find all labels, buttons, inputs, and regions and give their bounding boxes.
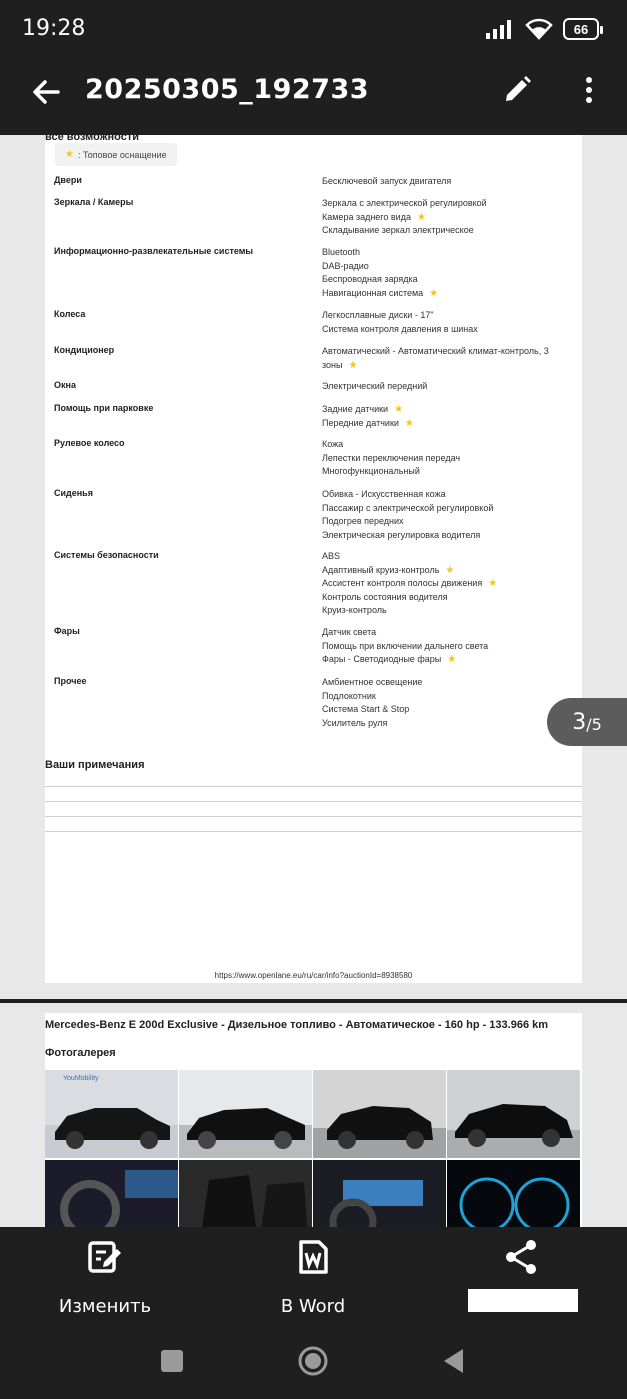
star-icon: ★ — [447, 654, 457, 665]
feature-value — [322, 564, 577, 578]
page-indicator — [547, 698, 627, 746]
star-icon: ★ — [65, 149, 74, 160]
feature-value-text: Обивка - Искусственная кожа — [322, 489, 446, 499]
feature-value — [322, 260, 577, 274]
feature-value — [322, 452, 577, 466]
gallery-photo — [179, 1070, 312, 1158]
feature-category: Двери — [54, 175, 82, 185]
gallery-photo — [45, 1160, 178, 1227]
legend-badge — [55, 143, 177, 166]
feature-value-text: Беспроводная зарядка — [322, 274, 418, 284]
feature-value-text: DAB-радио — [322, 260, 369, 271]
feature-category: Помощь при парковке — [54, 403, 154, 413]
document-viewer[interactable] — [0, 135, 627, 1227]
feature-values — [322, 626, 577, 667]
word-action-button[interactable] — [213, 1239, 413, 1317]
section-title: все возможности — [45, 135, 140, 143]
feature-value — [322, 323, 577, 337]
feature-value — [322, 345, 577, 359]
feature-values — [322, 550, 577, 618]
gallery-photo — [447, 1160, 580, 1227]
feature-value — [322, 717, 577, 731]
back-triangle-icon[interactable] — [438, 1345, 470, 1377]
feature-value — [322, 417, 577, 431]
feature-value — [322, 703, 577, 717]
home-icon[interactable] — [297, 1345, 329, 1377]
feature-value-text: Передние датчики — [322, 417, 399, 428]
feature-values — [322, 488, 577, 542]
feature-value-text: Камера заднего вида — [322, 211, 411, 222]
feature-value-text: Электрическая регулировка водителя — [322, 529, 481, 540]
gallery-photo — [45, 1070, 178, 1158]
gallery-title: Фотогалерея — [45, 1047, 116, 1059]
signal-icon — [485, 19, 515, 39]
feature-value-text: Круиз-контроль — [322, 605, 387, 615]
document-page-4 — [45, 1013, 582, 1227]
star-icon: ★ — [488, 578, 498, 589]
feature-values — [322, 309, 577, 336]
file-title: 20250305_192733 — [85, 74, 370, 105]
feature-values — [322, 403, 577, 430]
feature-value — [322, 676, 577, 690]
feature-category: Окна — [54, 380, 76, 390]
edit-action-button[interactable] — [5, 1239, 205, 1317]
feature-values — [322, 175, 577, 189]
battery-icon: 66 — [563, 18, 599, 40]
feature-value-text: Датчик света — [322, 627, 377, 637]
feature-value-text: Адаптивный круиз-контроль — [322, 564, 440, 575]
feature-value — [322, 380, 577, 394]
feature-category: Рулевое колесо — [54, 438, 125, 448]
feature-value-text: Многофункциональный — [322, 466, 420, 476]
wifi-icon — [525, 18, 553, 40]
feature-value — [322, 175, 577, 189]
star-icon: ★ — [394, 404, 404, 415]
status-bar — [0, 0, 627, 60]
pencil-icon[interactable] — [501, 74, 533, 106]
feature-value-text: Задние датчики — [322, 404, 389, 414]
feature-value-text: Зеркала с электрической регулировкой — [322, 198, 487, 208]
feature-category: Системы безопасности — [54, 550, 159, 560]
page-url: https://www.openlane.eu/ru/car/info?auctionId=8938580 — [214, 971, 413, 980]
feature-value-text: Амбиентное освещение — [322, 677, 423, 687]
star-icon: ★ — [429, 287, 439, 299]
redacted-label — [468, 1289, 578, 1312]
car-title: Mercedes-Benz E 200d Exclusive - Дизельное топливо - Автоматическое - 160 hp - 133.966 km — [45, 1019, 549, 1031]
status-time: 19:28 — [22, 16, 86, 41]
feature-value — [322, 287, 577, 301]
feature-value-text: Электрический передний — [322, 381, 428, 391]
feature-value-text: Автоматический - Автоматический климат-контроль, 3 — [322, 346, 549, 356]
feature-value — [322, 224, 577, 238]
gallery-photo — [179, 1160, 312, 1227]
notes-line — [45, 816, 582, 817]
feature-values — [322, 345, 577, 372]
feature-category: Фары — [54, 626, 80, 636]
feature-value-text: Навигационная система — [322, 287, 424, 298]
feature-value-text: Подлокотник — [322, 690, 376, 701]
feature-value-text: Контроль состояния водителя — [322, 591, 448, 602]
watermark: YouMobility — [63, 1075, 99, 1082]
feature-value-text: Подогрев передних — [322, 516, 404, 526]
share-action-button[interactable] — [421, 1239, 621, 1280]
notes-line — [45, 831, 582, 832]
feature-value — [322, 246, 577, 260]
feature-value — [322, 488, 577, 502]
feature-value-text: ABS — [322, 551, 341, 561]
gallery-photo — [447, 1070, 580, 1158]
feature-values — [322, 197, 577, 238]
feature-value-text: Bluetooth — [322, 247, 361, 257]
feature-value — [322, 529, 577, 543]
document-page-3 — [45, 135, 582, 983]
feature-value-text: Пассажир с электрической регулировкой — [322, 502, 494, 513]
feature-value-text: Ассистент контроля полосы движения — [322, 578, 483, 588]
feature-value-text: Лепестки переключения передач — [322, 452, 461, 463]
feature-value — [322, 309, 577, 323]
feature-value-text: Фары - Светодиодные фары — [322, 654, 442, 664]
feature-value-text: Легкосплавные диски - 17" — [322, 310, 434, 320]
feature-category: Зеркала / Камеры — [54, 197, 134, 207]
feature-category: Информационно-развлекательные системы — [54, 246, 254, 256]
feature-value-text: Система контроля давления в шинах — [322, 323, 478, 334]
feature-value — [322, 403, 577, 417]
feature-value-text: Помощь при включении дальнего света — [322, 640, 489, 651]
feature-value — [322, 515, 577, 529]
feature-value — [322, 653, 577, 667]
feature-values — [322, 676, 577, 730]
feature-values — [322, 380, 577, 394]
notes-title: Ваши примечания — [45, 759, 145, 771]
feature-value — [322, 465, 577, 479]
system-navigation-bar — [0, 1327, 627, 1399]
share-icon — [503, 1239, 539, 1275]
feature-value — [322, 550, 577, 564]
star-icon: ★ — [445, 564, 455, 576]
feature-value — [322, 604, 577, 618]
feature-category: Кондиционер — [54, 345, 115, 355]
back-arrow-icon[interactable] — [28, 74, 64, 110]
gallery-photo — [313, 1160, 446, 1227]
edit-note-icon — [87, 1239, 123, 1275]
feature-values — [322, 246, 577, 300]
page-current: 3 — [572, 709, 587, 735]
feature-value-text: зоны — [322, 359, 343, 370]
status-icons — [485, 18, 599, 40]
feature-values — [322, 438, 577, 479]
more-vertical-icon[interactable] — [583, 74, 595, 106]
star-icon: ★ — [348, 359, 358, 371]
edit-action-label: Изменить — [58, 1296, 152, 1317]
word-action-label: В Word — [280, 1296, 346, 1317]
notes-line — [45, 786, 582, 787]
recents-icon[interactable] — [156, 1345, 188, 1377]
feature-value — [322, 211, 577, 225]
feature-value — [322, 577, 577, 591]
feature-value — [322, 690, 577, 704]
feature-value — [322, 502, 577, 516]
feature-value — [322, 591, 577, 605]
page-separator — [0, 999, 627, 1003]
feature-value-text: Усилитель руля — [322, 717, 388, 728]
app-bar — [0, 60, 627, 135]
feature-category: Колеса — [54, 309, 86, 319]
feature-value — [322, 359, 577, 373]
feature-category: Сиденья — [54, 488, 93, 498]
feature-value-text: Бесключевой запуск двигателя — [322, 176, 452, 186]
feature-value — [322, 438, 577, 452]
gallery-photo — [313, 1070, 446, 1158]
feature-value-text: Система Start & Stop — [322, 704, 410, 714]
bottom-action-bar — [0, 1227, 627, 1327]
feature-value — [322, 640, 577, 654]
word-file-icon — [295, 1239, 331, 1275]
notes-line — [45, 801, 582, 802]
star-icon: ★ — [416, 211, 426, 223]
feature-value — [322, 273, 577, 287]
legend-label: : Топовое оснащение — [77, 149, 167, 160]
page-total: /5 — [586, 714, 602, 734]
feature-value-text: Складывание зеркал электрическое — [322, 225, 474, 235]
star-icon: ★ — [404, 417, 414, 429]
feature-value — [322, 626, 577, 640]
feature-category: Прочее — [54, 676, 87, 686]
feature-value-text: Кожа — [322, 439, 344, 449]
feature-value — [322, 197, 577, 211]
